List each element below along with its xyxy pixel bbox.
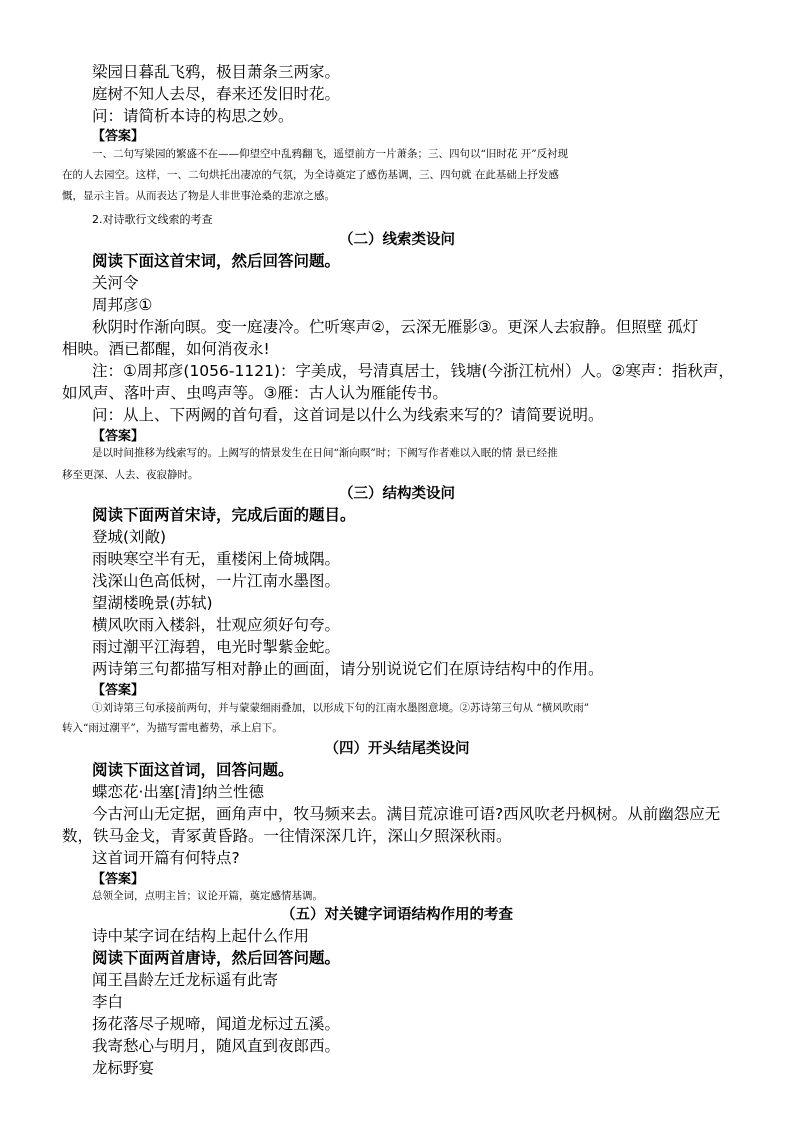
poem-title: 蝶恋花·出塞[清]纳兰性德	[92, 783, 265, 801]
poem-line: 横风吹雨入楼斜，壮观应须好句夸。	[92, 616, 341, 634]
poem-line: 浅深山色高低树，一片江南水墨图。	[92, 572, 341, 590]
poem-title: 龙标野宴	[92, 1059, 155, 1077]
poem-line: 扬花落尽子规啼，闻道龙标过五溪。	[92, 1015, 341, 1033]
poem-title: 望湖楼晚景(苏轼)	[92, 594, 213, 612]
prompt-text: 阅读下面两首唐诗，然后回答问题。	[92, 949, 341, 967]
poem-line: 我寄愁心与明月，随风直到夜郎西。	[92, 1037, 341, 1055]
list-item: 2.对诗歌行文线索的考查	[92, 213, 213, 226]
poem-title: 闻王昌龄左迁龙标遥有此寄	[92, 971, 279, 989]
poem-title: 登城(刘敞)	[92, 528, 167, 546]
answer-label: 【答案】	[92, 683, 145, 698]
answer-text: ①刘诗第三句承接前两句，并与蒙蒙细雨叠加，以形成下句的江南水墨图意境。②苏诗第三句从 “横风吹雨”	[92, 702, 590, 714]
answer-text: 移至更深、人去、夜寂静时。	[62, 469, 199, 481]
answer-text: 慨，显示主旨。从而表达了物是人非世事沧桑的悲凉之感。	[62, 190, 335, 202]
answer-text: 是以时间推移为线索写的。上阙写的情景发生在日间“渐向暝”时；下阙写作者难以入眠的情 景已经推	[92, 447, 558, 459]
answer-label: 【答案】	[92, 129, 145, 144]
prompt-text: 阅读下面两首宋诗，完成后面的题目。	[92, 506, 356, 524]
section-heading: （三）结构类设问	[339, 486, 455, 502]
answer-text: 总领全词，点明主旨；议论开篇，奠定感情基调。	[92, 890, 323, 902]
section-heading: （二）线索类设问	[339, 232, 455, 248]
poem-text: 秋阴时作渐向暝。变一庭凄冷。伫听寒声②，云深无雁影③。更深人去寂静。但照壁 孤灯	[92, 318, 699, 336]
poem-text: 相映。酒已都醒，如何消夜永!	[62, 340, 270, 358]
section-heading: （四）开头结尾类设问	[324, 741, 470, 757]
poem-text: 今古河山无定据，画角声中，牧马频来去。满目荒凉谁可语?西风吹老丹枫树。从前幽怨应无	[92, 805, 721, 823]
prompt-text: 阅读下面这首宋词，然后回答问题。	[92, 252, 341, 270]
question-text: 问：请简析本诗的构思之妙。	[92, 107, 294, 125]
answer-label: 【答案】	[92, 872, 145, 887]
answer-text: 转入“雨过潮平”，为描写雷电蓄势，承上启下。	[62, 722, 283, 734]
poem-line: 雨映寒空半有无，重楼闲上倚城隅。	[92, 550, 341, 568]
poem-line: 梁园日暮乱飞鸦，极目萧条三两家。	[92, 63, 341, 81]
question-text: 问：从上、下两阙的首句看，这首词是以什么为线索来写的？请简要说明。	[92, 406, 604, 424]
poem-line: 庭树不知人去尽，春来还发旧时花。	[92, 85, 341, 103]
question-text: 这首词开篇有何特点?	[92, 849, 240, 867]
note-text: 如风声、落叶声、虫鸣声等。③雁：古人认为雁能传书。	[62, 384, 448, 402]
poem-title: 关河令	[92, 274, 139, 292]
poem-author: 周邦彦①	[92, 296, 153, 314]
poem-author: 李白	[92, 993, 124, 1011]
answer-label: 【答案】	[92, 429, 145, 444]
section-heading: （五）对关键字词语结构作用的考查	[281, 907, 513, 923]
prompt-text: 阅读下面这首词，回答问题。	[92, 761, 294, 779]
answer-text: 一、二句写梁园的繁盛不在——仰望空中乱鸦翻飞，遥望前方一片萧条；三、四句以“旧时花 开”反衬现	[92, 148, 569, 160]
answer-text: 在的人去园空。这样，一、二句烘托出凄凉的气氛，为全诗奠定了感伤基调，三、四句就 在此基础上抒发感	[62, 169, 559, 181]
question-text: 两诗第三句都描写相对静止的画面，请分别说说它们在原诗结构中的作用。	[92, 660, 604, 678]
poem-text: 数，铁马金戈，青冢黄昏路。一往情深深几许，深山夕照深秋雨。	[62, 827, 512, 845]
note-text: 注：①周邦彦(1056-1121)：字美成，号清真居士，钱塘(今浙江杭州）人。②寒声：指秋声，	[92, 362, 734, 380]
subtitle-text: 诗中某字词在结构上起什么作用	[92, 927, 310, 945]
poem-line: 雨过潮平江海碧，电光时掣紫金蛇。	[92, 638, 341, 656]
